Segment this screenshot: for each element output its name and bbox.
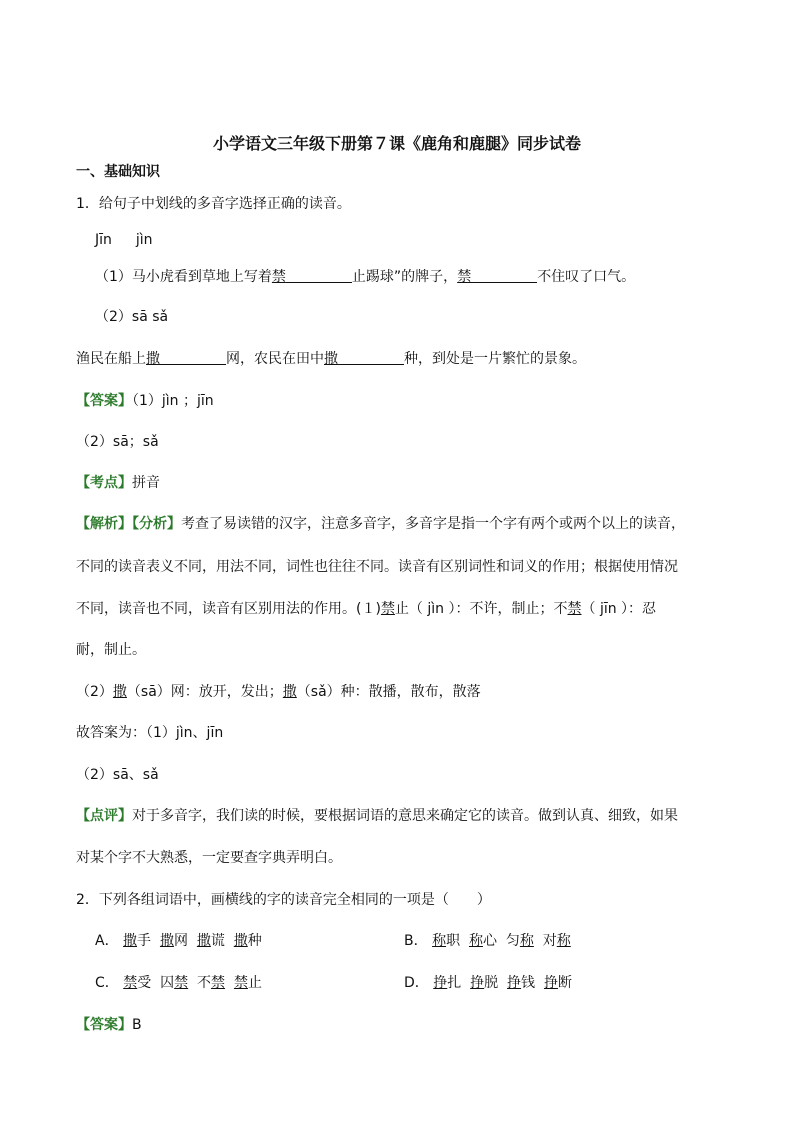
q1-answer-2: （2）sā；sǎ <box>76 434 159 450</box>
q1-sentence1: （1）马小虎看到草地上写着禁 止踢球”的牌子，禁 不住叹了口气。 <box>95 269 636 285</box>
q2-option-a[interactable]: A． 撒手 撒网 撒谎 撒种 <box>95 933 262 949</box>
jiexi-tag: 【解析】【分析】 <box>76 516 181 532</box>
q1-guda-2: （2）sā、sǎ <box>76 767 159 783</box>
word: 禁受 <box>123 975 152 991</box>
answer-blank[interactable] <box>160 350 226 365</box>
q1-kaodian: 【考点】拼音 <box>76 475 160 491</box>
word: 禁止 <box>233 975 262 991</box>
q1-jiexi-l3: 不同，读音也不同，读音有区别用法的作用。(１)禁止（ jìn ）：不许，制止；不禁（ jīn ）：忍 <box>76 601 657 617</box>
word: 挣钱 <box>507 975 536 991</box>
word: 挣断 <box>543 975 572 991</box>
dianping-tag: 【点评】 <box>76 808 132 824</box>
q1-jiexi-l4: 耐，制止。 <box>76 642 146 658</box>
q1-jiexi-l5: （2）撒（sā）网：放开，发出；撒（sǎ）种：散播，散布，散落 <box>76 684 481 700</box>
word: 撒网 <box>159 933 188 949</box>
word: 对称 <box>542 933 571 949</box>
word: 撒手 <box>123 933 152 949</box>
q1-answer: 【答案】（1）jìn ；jīn <box>76 393 214 409</box>
q2-stem: 2．下列各组词语中，画横线的字的读音完全相同的一项是（ ） <box>76 892 491 908</box>
word: 撒谎 <box>196 933 225 949</box>
q1-pinyin-line1 <box>95 231 153 249</box>
q1-pinyin-line2: （2）sā sǎ <box>95 309 169 325</box>
q1-dianping-l2: 对某个字不大熟悉，一定要查字典弄明白。 <box>76 850 342 866</box>
q1-jiexi-l2: 不同的读音表义不同，用法不同，词性也往往不同。读音有区别词性和词义的作用；根据使用情况 <box>76 559 678 575</box>
word: 不禁 <box>197 975 226 991</box>
page-title: 小学语文三年级下册第７课《鹿角和鹿腿》同步试卷 <box>212 134 581 153</box>
word: 囚禁 <box>160 975 189 991</box>
answer-blank[interactable] <box>338 350 404 365</box>
underlined-char: 禁 <box>380 601 395 617</box>
q1-jiexi-l1: 【解析】【分析】考查了易读错的汉字，注意多音字，多音字是指一个字有两个或两个以上的读音， <box>76 516 685 532</box>
kaodian-tag: 【考点】 <box>76 475 132 491</box>
word: 匀称 <box>505 933 534 949</box>
pinyin-jin1: Jīn <box>95 232 112 248</box>
q2-option-c[interactable]: C． 禁受 囚禁 不禁 禁止 <box>95 975 262 991</box>
q1-guda-1: 故答案为：（1）jìn、jīn <box>76 725 224 741</box>
underlined-char: 禁 <box>271 269 286 285</box>
underlined-char: 撒 <box>282 684 297 700</box>
underlined-char: 撒 <box>112 684 127 700</box>
word: 称心 <box>468 933 497 949</box>
word: 挣扎 <box>433 975 462 991</box>
word: 撒种 <box>233 933 262 949</box>
underlined-char: 禁 <box>457 269 472 285</box>
q1-sentence2: 渔民在船上撒 网，农民在田中撒 种，到处是一片繁忙的景象。 <box>76 351 586 367</box>
q2-answer: 【答案】B <box>76 1017 142 1033</box>
word: 称职 <box>432 933 461 949</box>
word: 挣脱 <box>470 975 499 991</box>
q1-stem: 1．给句子中划线的多音字选择正确的读音。 <box>76 196 351 212</box>
underlined-char: 撒 <box>324 351 338 367</box>
answer-tag: 【答案】 <box>76 393 132 409</box>
underlined-char: 禁 <box>567 601 582 617</box>
underlined-char: 撒 <box>146 351 160 367</box>
q2-option-d[interactable]: D． 挣扎 挣脱 挣钱 挣断 <box>404 975 572 991</box>
q2-option-b[interactable]: B． 称职 称心 匀称 对称 <box>404 933 571 949</box>
q1-dianping-l1: 【点评】对于多音字，我们读的时候，要根据词语的意思来确定它的读音。做到认真、细致，如果 <box>76 808 678 824</box>
answer-blank[interactable] <box>471 268 537 283</box>
section-heading: 一、基础知识 <box>76 164 160 180</box>
answer-tag: 【答案】 <box>76 1017 132 1033</box>
pinyin-jin4: jìn <box>135 232 153 248</box>
answer-blank[interactable] <box>286 268 352 283</box>
